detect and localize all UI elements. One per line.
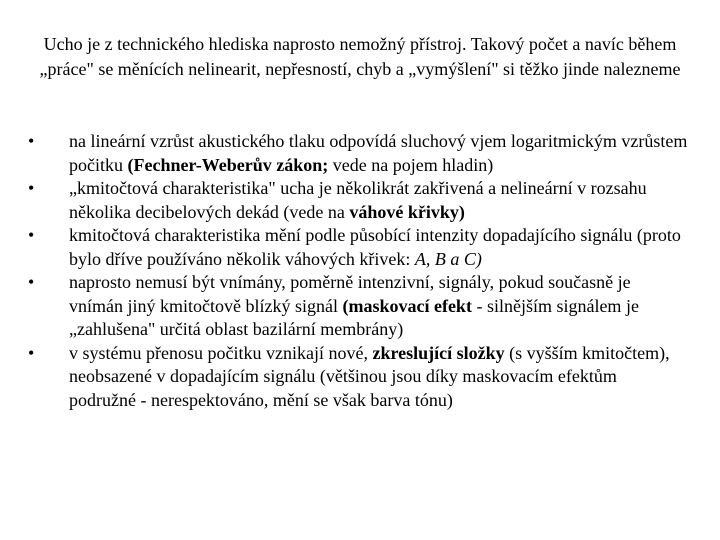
bullet-text: v systému přenosu počitku vznikají nové, bbox=[69, 342, 373, 363]
bullet-icon: • bbox=[28, 272, 35, 292]
bullet-icon: • bbox=[28, 225, 35, 245]
list-item bbox=[28, 224, 688, 271]
intro-paragraph: Ucho je z technického hlediska naprosto nemožný přístroj. Takový počet a navíc během „práce" se měnících nelinearit, nepřesností, chyb a „vymýšlení" si těžko jinde nalezneme bbox=[39, 34, 681, 79]
bullet-text: (s vyšším kmitočtem), neobsazené v dopadajícím signálu (většinou jsou díky maskovacím efektům podružné - nerespektováno, mění se však barva tónu) bbox=[69, 342, 670, 410]
bullet-icon: • bbox=[28, 178, 35, 198]
bullet-emphasis: zkreslující složky bbox=[372, 342, 505, 363]
bullet-icon: • bbox=[28, 342, 35, 363]
bullet-text: - silnějším signálem je „zahlušena" určitá oblast bazilární membrány) bbox=[69, 295, 639, 339]
bullet-emphasis: (maskovací efekt bbox=[342, 295, 472, 316]
bullet-text: na lineární vzrůst akustického tlaku odpovídá sluchový vjem logaritmickým vzrůstem počitku bbox=[69, 131, 688, 175]
list-item bbox=[28, 177, 688, 224]
list-item bbox=[28, 130, 688, 177]
bullet-text: „kmitočtová charakteristika" ucha je několikrát zakřivená a nelineární v rozsahu několika decibelových dekád (vede na bbox=[69, 178, 647, 222]
bullet-text: naprosto nemusí být vnímány, poměrně intenzivní, signály, pokud současně je vnímán jiný kmitočtově blízký signál bbox=[69, 272, 631, 316]
bullet-text: kmitočtová charakteristika mění podle působící intenzity dopadajícího signálu (proto bylo dříve používáno několik váhových křivek: bbox=[69, 225, 681, 269]
bullet-icon: • bbox=[28, 131, 35, 151]
bullet-italic: A, B a C) bbox=[414, 248, 482, 269]
bullet-text: vede na pojem hladin) bbox=[328, 154, 494, 175]
list-item bbox=[28, 342, 688, 413]
bullet-emphasis: váhové křivky) bbox=[349, 201, 465, 222]
bullet-emphasis: (Fechner-Weberův zákon; bbox=[127, 154, 329, 175]
list-item bbox=[28, 271, 688, 342]
bullet-list bbox=[28, 130, 688, 412]
